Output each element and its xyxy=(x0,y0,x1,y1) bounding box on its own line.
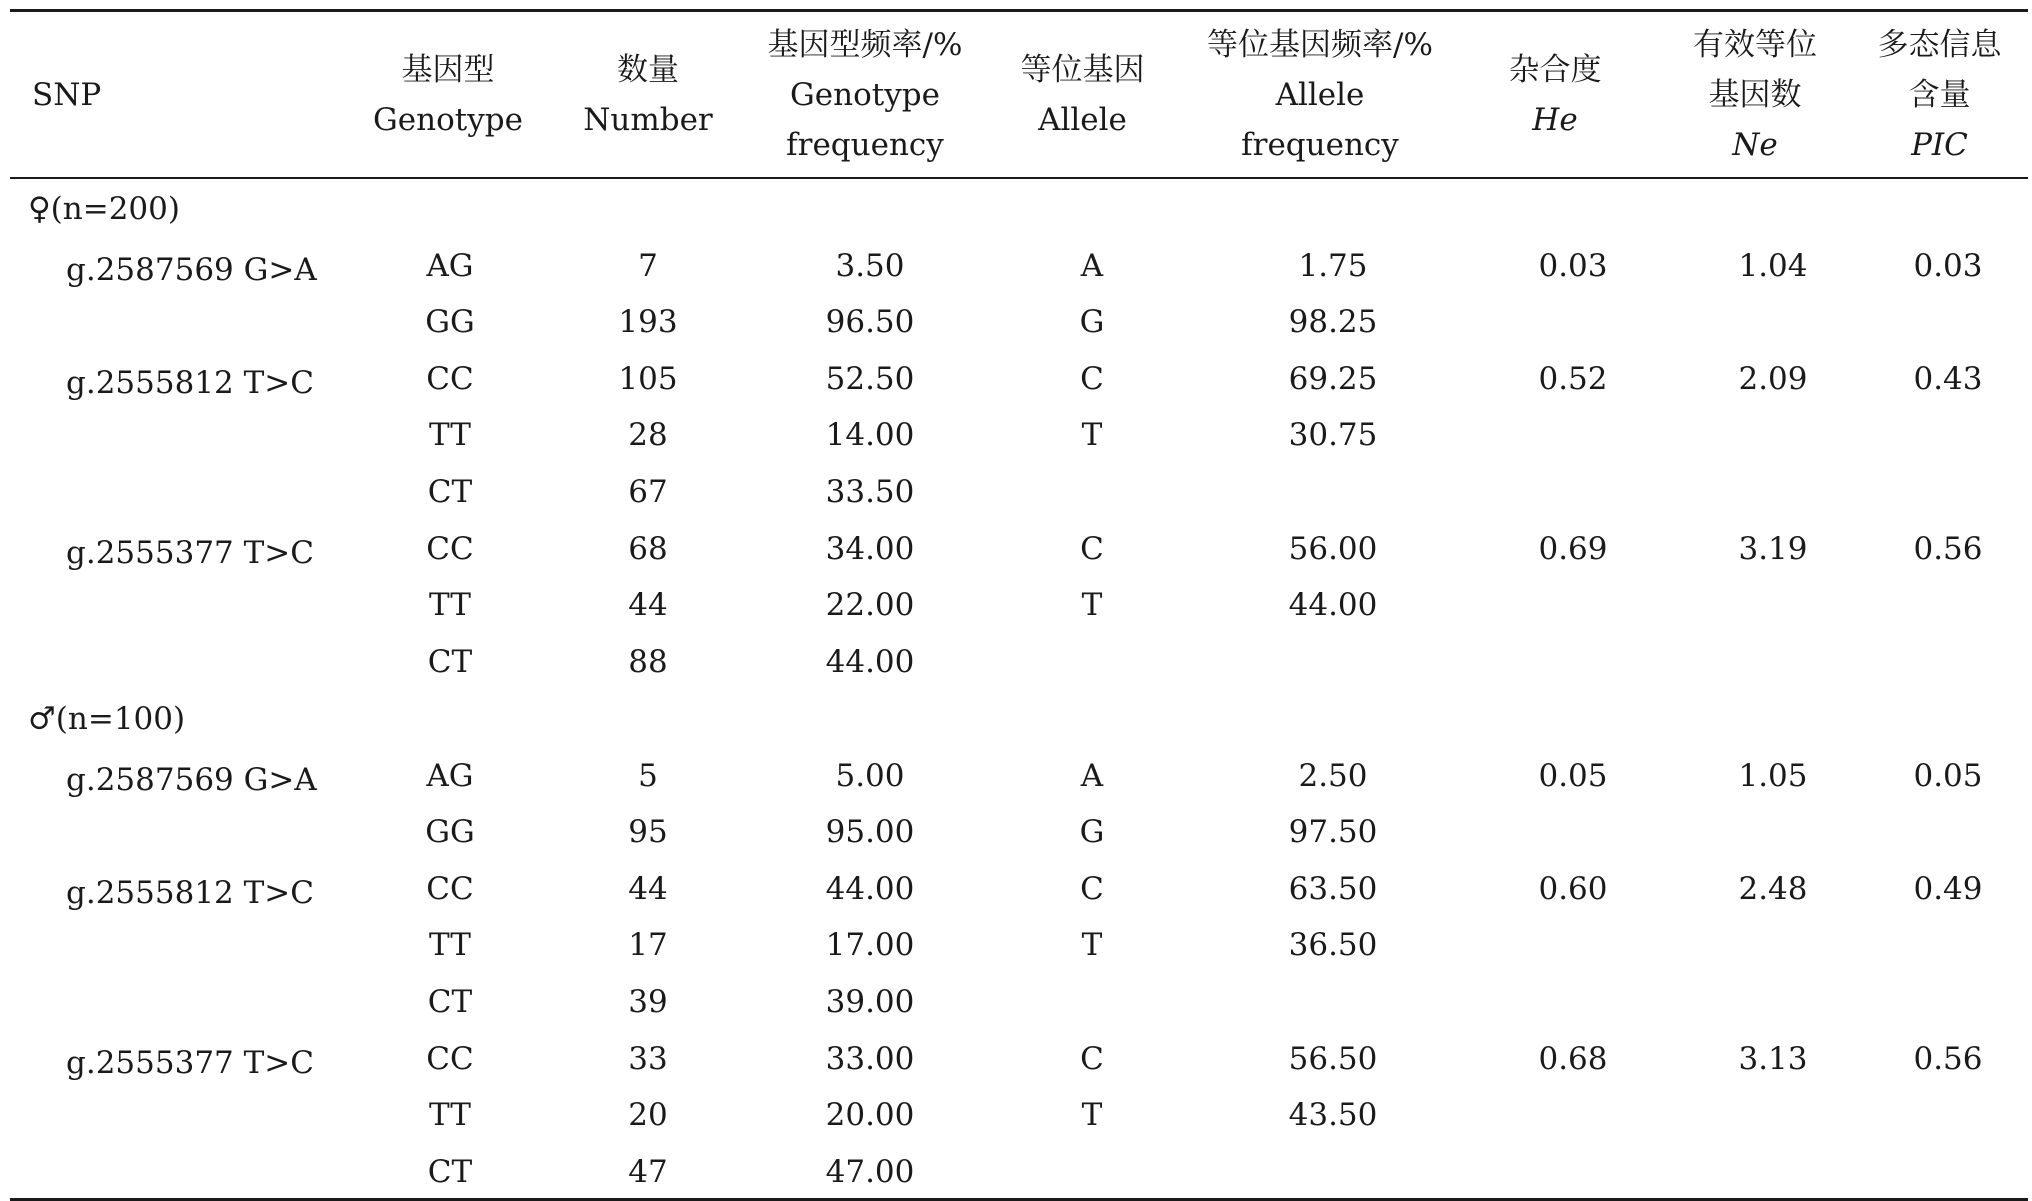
he-value: 0.60 xyxy=(1538,870,1608,907)
ne-value: 2.09 xyxy=(1738,360,1808,397)
header-gfreq-cn: 基因型频率/% xyxy=(767,27,963,63)
genotype-frequency-cell: 33.50 xyxy=(825,474,915,510)
header-allele xyxy=(995,22,1170,168)
allele-frequency-cell: 98.25 xyxy=(1288,304,1378,341)
header-pic-en: PIC xyxy=(1911,127,1968,163)
genotype-frequency-cell: 34.00 xyxy=(825,530,915,567)
genotype-cell: TT xyxy=(429,417,471,454)
snp-name: g.2555812 T>C xyxy=(66,874,314,911)
header-afreq-cn: 等位基因频率/% xyxy=(1207,27,1433,63)
number-cell: 28 xyxy=(628,417,668,454)
number-cell: 47 xyxy=(628,1153,668,1190)
pic-value: 0.05 xyxy=(1913,757,1983,794)
he-value: 0.68 xyxy=(1538,1040,1608,1077)
allele-cell: A xyxy=(1080,757,1104,794)
genotype-cell: CC xyxy=(426,870,474,907)
header-ne-en: Ne xyxy=(1732,127,1778,163)
header-genotype-cn: 基因型 xyxy=(401,52,495,88)
genotype-frequency-cell: 96.50 xyxy=(825,304,915,341)
group-label: ♀(n=200) xyxy=(28,191,180,227)
ne-value: 3.19 xyxy=(1738,530,1808,567)
allele-cell: A xyxy=(1080,247,1104,284)
genotype-frequency-cell: 33.00 xyxy=(825,1040,915,1077)
header-he-en: He xyxy=(1532,102,1578,138)
snp-name: g.2587569 G>A xyxy=(66,251,317,288)
snp-name: g.2555812 T>C xyxy=(66,364,314,401)
genotype-cell: TT xyxy=(429,1097,471,1134)
allele-cell: T xyxy=(1081,1097,1103,1134)
header-afreq-en1: Allele xyxy=(1275,77,1365,113)
header-ne xyxy=(1665,22,1845,168)
allele-cell: C xyxy=(1080,530,1104,567)
number-cell: 5 xyxy=(638,757,658,794)
genotype-cell: CT xyxy=(427,1153,473,1190)
header-number-cn: 数量 xyxy=(617,52,679,88)
header-allele-cn: 等位基因 xyxy=(1020,52,1145,88)
header-genotype xyxy=(348,22,548,168)
allele-frequency-cell: 97.50 xyxy=(1288,814,1378,851)
pic-value: 0.03 xyxy=(1913,247,1983,284)
header-number xyxy=(558,22,738,168)
genotype-cell: CT xyxy=(427,474,473,510)
genotype-cell: CC xyxy=(426,1040,474,1077)
genotype-cell: AG xyxy=(426,247,474,284)
he-value: 0.69 xyxy=(1538,530,1608,567)
genotype-frequency-cell: 39.00 xyxy=(825,984,915,1020)
header-genotype-en: Genotype xyxy=(373,102,523,138)
header-pic xyxy=(1852,22,2027,168)
he-value: 0.52 xyxy=(1538,360,1608,397)
header-snp xyxy=(32,22,232,168)
header-allele-en: Allele xyxy=(1038,102,1127,138)
allele-frequency-cell: 30.75 xyxy=(1288,417,1378,454)
genotype-cell: CC xyxy=(426,530,474,567)
number-cell: 7 xyxy=(638,247,658,284)
allele-cell: C xyxy=(1080,1040,1104,1077)
allele-frequency-cell: 1.75 xyxy=(1298,247,1368,284)
he-value: 0.03 xyxy=(1538,247,1608,284)
ne-value: 2.48 xyxy=(1738,870,1808,907)
number-cell: 105 xyxy=(618,360,678,397)
snp-name: g.2587569 G>A xyxy=(66,761,317,798)
header-he xyxy=(1475,22,1635,168)
allele-frequency-cell: 69.25 xyxy=(1288,360,1378,397)
genotype-frequency-cell: 52.50 xyxy=(825,360,915,397)
number-cell: 88 xyxy=(628,643,668,680)
header-ne-cn2: 基因数 xyxy=(1708,77,1802,113)
header-allele-frequency xyxy=(1170,22,1470,168)
genotype-cell: AG xyxy=(426,757,474,794)
header-number-en: Number xyxy=(583,102,713,138)
genotype-cell: GG xyxy=(425,814,475,851)
genotype-frequency-cell: 14.00 xyxy=(825,417,915,454)
genotype-frequency-cell: 5.00 xyxy=(835,757,905,794)
header-afreq-en2: frequency xyxy=(1241,127,1399,163)
genotype-cell: TT xyxy=(429,587,471,624)
number-cell: 68 xyxy=(628,530,668,567)
allele-frequency-cell: 56.00 xyxy=(1288,530,1378,567)
genotype-cell: CT xyxy=(427,984,473,1020)
allele-cell: T xyxy=(1081,587,1103,624)
he-value: 0.05 xyxy=(1538,757,1608,794)
number-cell: 193 xyxy=(618,304,678,341)
number-cell: 95 xyxy=(628,814,668,851)
genotype-frequency-cell: 47.00 xyxy=(825,1153,915,1190)
allele-frequency-cell: 36.50 xyxy=(1288,927,1378,964)
allele-cell: T xyxy=(1081,927,1103,964)
ne-value: 1.05 xyxy=(1738,757,1808,794)
allele-cell: G xyxy=(1079,814,1105,851)
header-he-cn: 杂合度 xyxy=(1508,52,1602,88)
header-snp-line: SNP xyxy=(32,77,102,113)
allele-frequency-cell: 2.50 xyxy=(1298,757,1368,794)
number-cell: 39 xyxy=(628,984,668,1020)
number-cell: 44 xyxy=(628,870,668,907)
genotype-cell: CT xyxy=(427,643,473,680)
header-gfreq-en1: Genotype xyxy=(790,77,940,113)
group-label: ♂(n=100) xyxy=(28,701,186,737)
number-cell: 44 xyxy=(628,587,668,624)
genotype-frequency-cell: 3.50 xyxy=(835,247,905,284)
header-genotype-frequency xyxy=(735,22,995,168)
snp-name: g.2555377 T>C xyxy=(66,534,314,571)
number-cell: 17 xyxy=(628,927,668,964)
number-cell: 20 xyxy=(628,1097,668,1134)
ne-value: 1.04 xyxy=(1738,247,1808,284)
header-pic-cn1: 多态信息 xyxy=(1877,27,2002,63)
allele-cell: C xyxy=(1080,870,1104,907)
pic-value: 0.56 xyxy=(1913,530,1983,567)
header-gfreq-en2: frequency xyxy=(786,127,944,163)
allele-cell: T xyxy=(1081,417,1103,454)
genotype-cell: GG xyxy=(425,304,475,341)
allele-frequency-cell: 63.50 xyxy=(1288,870,1378,907)
allele-frequency-cell: 43.50 xyxy=(1288,1097,1378,1134)
genotype-frequency-cell: 17.00 xyxy=(825,927,915,964)
number-cell: 33 xyxy=(628,1040,668,1077)
genotype-frequency-cell: 44.00 xyxy=(825,643,915,680)
genotype-frequency-cell: 44.00 xyxy=(825,870,915,907)
allele-cell: C xyxy=(1080,360,1104,397)
genotype-cell: CC xyxy=(426,360,474,397)
genotype-frequency-cell: 95.00 xyxy=(825,814,915,851)
genotype-cell: TT xyxy=(429,927,471,964)
header-pic-cn2: 含量 xyxy=(1908,77,1971,113)
pic-value: 0.43 xyxy=(1913,360,1983,397)
genotype-frequency-cell: 22.00 xyxy=(825,587,915,624)
allele-frequency-cell: 56.50 xyxy=(1288,1040,1378,1077)
table-header-rule xyxy=(10,177,2028,179)
genotype-frequency-cell: 20.00 xyxy=(825,1097,915,1134)
snp-name: g.2555377 T>C xyxy=(66,1044,314,1081)
allele-cell: G xyxy=(1079,304,1105,341)
pic-value: 0.56 xyxy=(1913,1040,1983,1077)
allele-frequency-cell: 44.00 xyxy=(1288,587,1378,624)
header-ne-cn1: 有效等位 xyxy=(1693,27,1817,63)
pic-value: 0.49 xyxy=(1913,870,1983,907)
ne-value: 3.13 xyxy=(1738,1040,1808,1077)
table-top-rule xyxy=(10,9,2028,12)
number-cell: 67 xyxy=(628,474,668,510)
